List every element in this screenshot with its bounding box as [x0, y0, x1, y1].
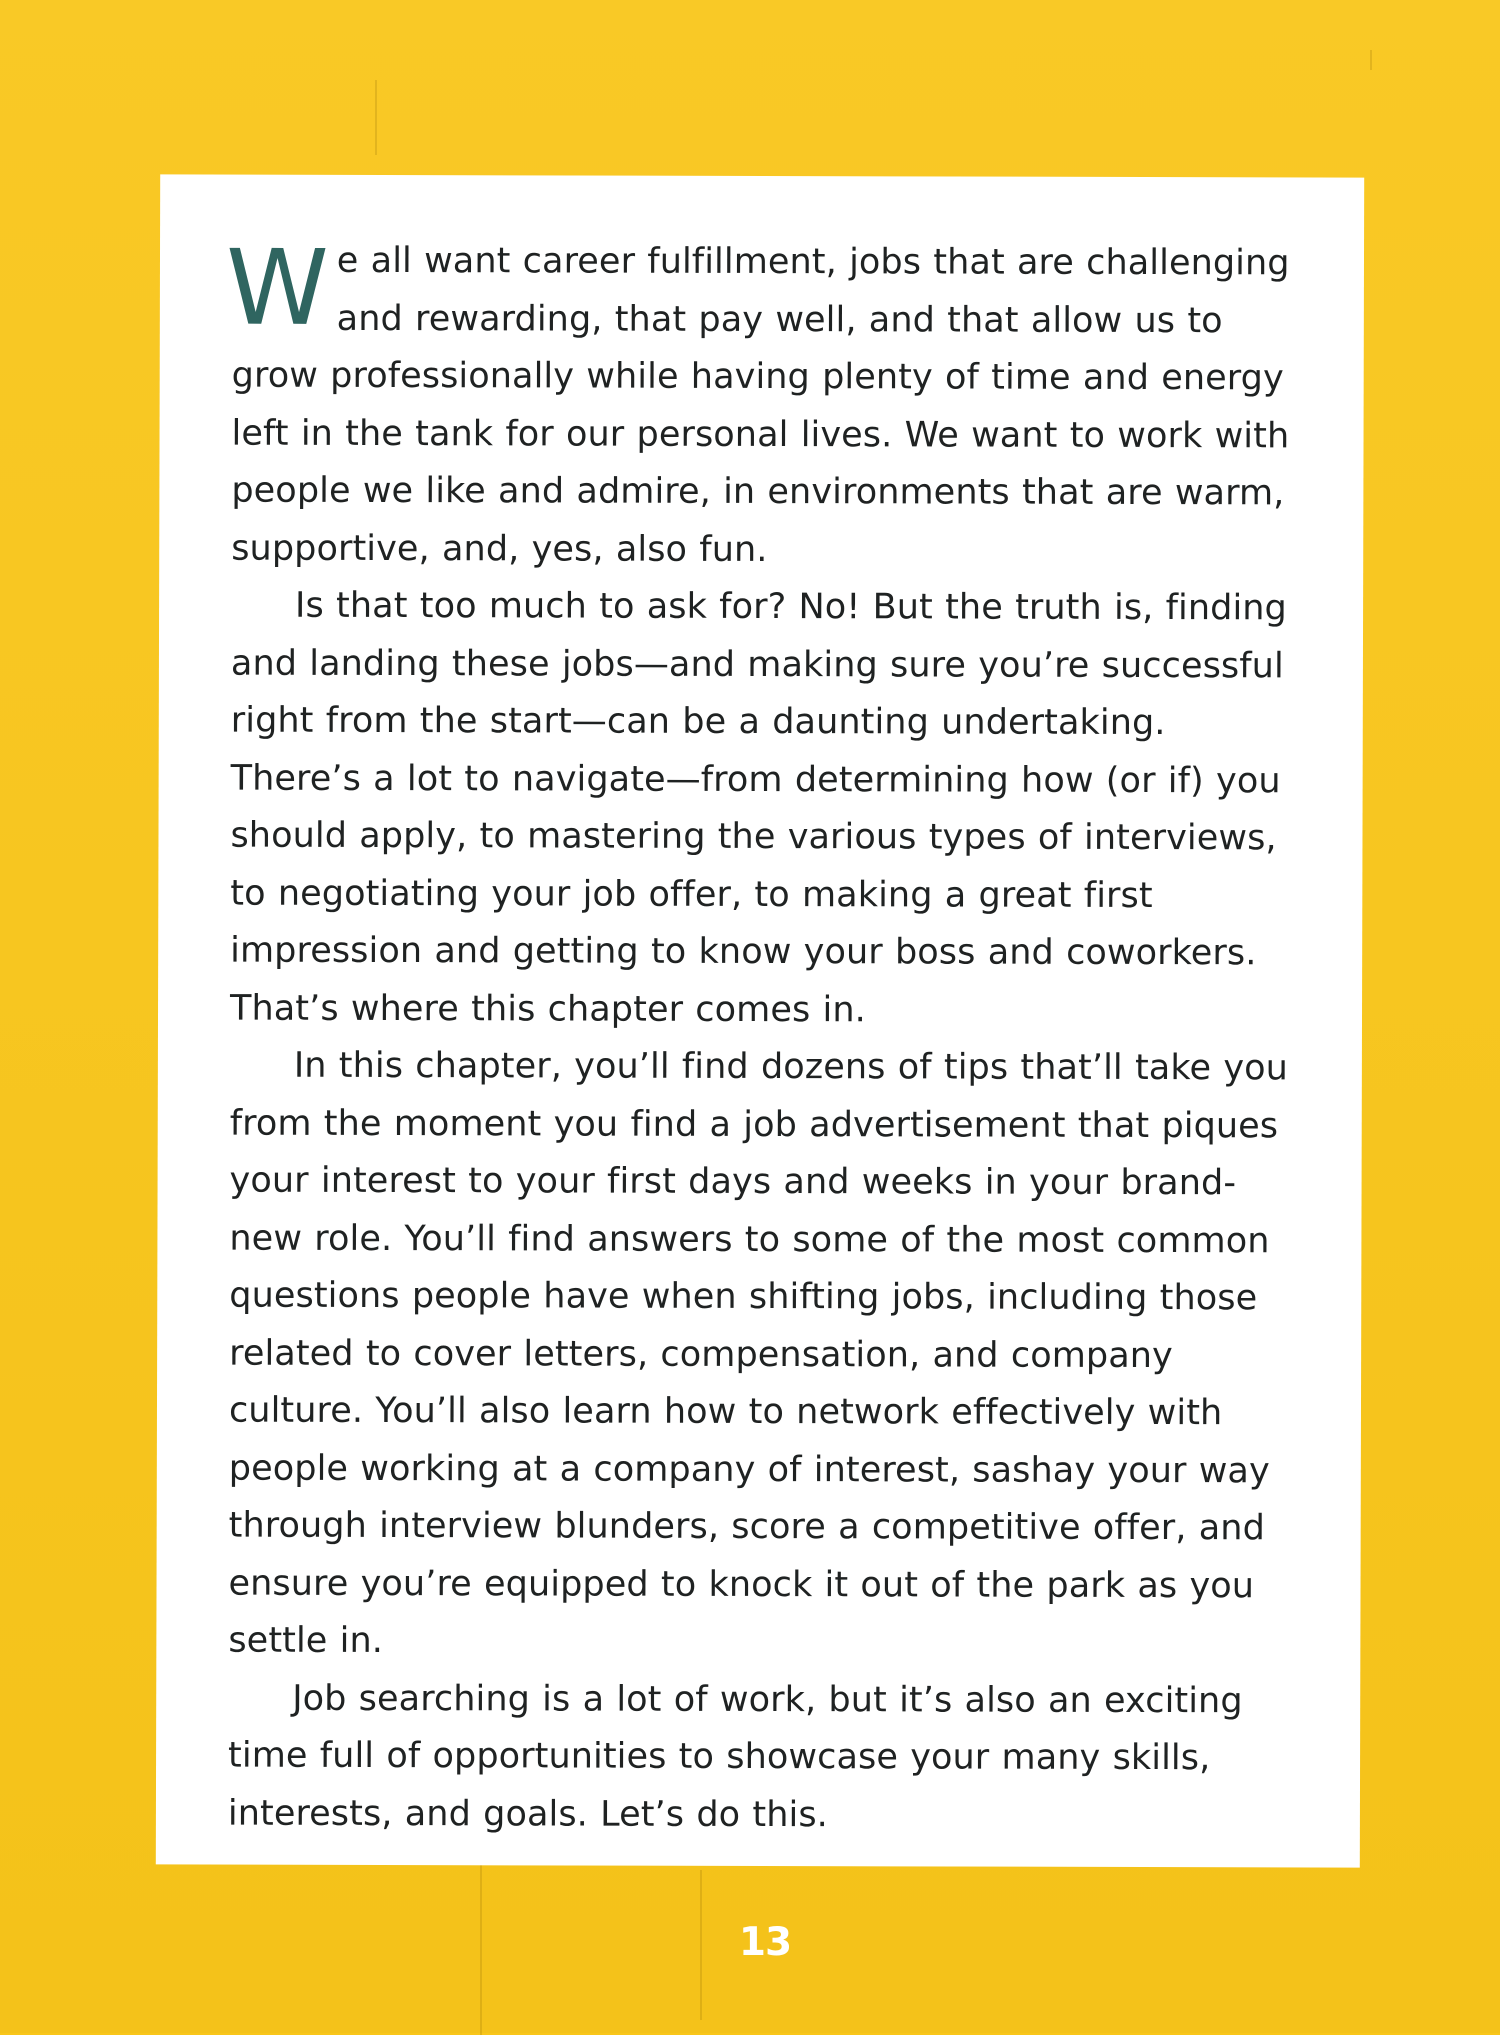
page-number: 13 — [738, 1920, 792, 1965]
scan-mark — [700, 1870, 702, 2020]
scan-mark — [1370, 50, 1372, 70]
body-paragraph: In this chapter, you’ll find dozens of tips that’ll take you from the moment you find a job advertisement that piques your interest to your first days and weeks in your brand-new role. You’ll find answers to some of the most common questions people have when shifting jobs, including those related to cover letters, compensation, and company culture. You’ll also learn how to network effectively with people working at a company of interest, sashay your way through interview blunders, score a competitive offer, and ensure you’re equipped to knock it out of the park as you settle in. — [228, 1045, 1289, 1662]
scan-mark — [375, 80, 377, 155]
intro-paragraph-text: e all want career fulfillment, jobs that are challenging and rewarding, that pay well, and that allow us to grow professionally while having plenty of time and energy left in the tank for our personal lives. We want to work with people we like and admire, in environments that are warm, supportive, and, yes, also fun. — [231, 240, 1290, 570]
text-panel — [156, 174, 1364, 1867]
body-paragraph: Job searching is a lot of work, but it’s also an exciting time full of opportunities to showcase your many skills, interests, and goals. Let’s do this. — [227, 1678, 1243, 1835]
scan-mark — [480, 1860, 482, 2035]
drop-cap: W — [225, 226, 327, 349]
intro-paragraph — [225, 226, 1294, 581]
body-paragraph: Is that too much to ask for? No! But the truth is, finding and landing these jobs—and making sure you’re successful right from the start—can be a daunting undertaking. There’s a lot to navigate—from determining how (or if) you should apply, to mastering the various types of interviews, to negotiating your job offer, to making a great first impression and getting to know your boss and coworkers. That’s where this chapter comes in. — [229, 585, 1287, 1030]
